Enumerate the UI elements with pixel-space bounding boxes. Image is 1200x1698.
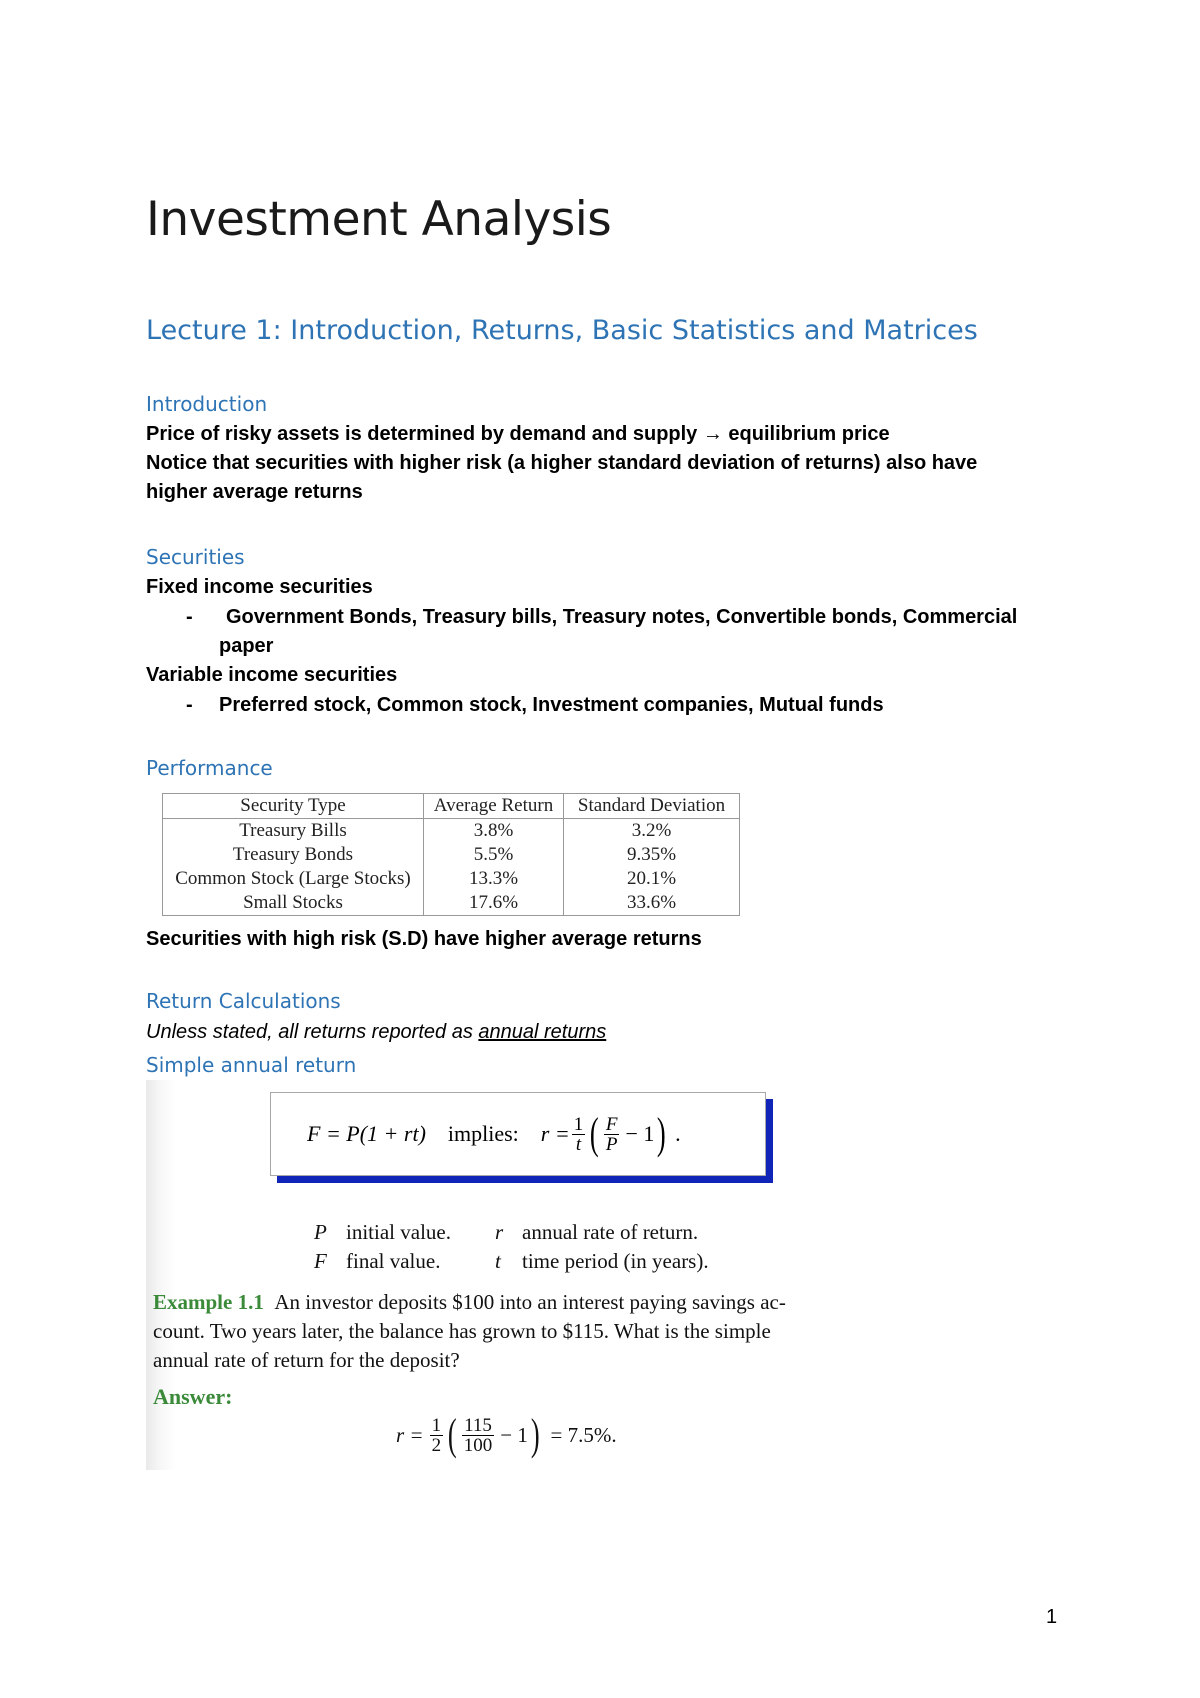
introduction-line-1-text: Price of risky assets is determined by demand and supply xyxy=(146,423,703,445)
table-cell: 3.2% xyxy=(564,819,740,844)
performance-table-wrap xyxy=(162,793,740,916)
legend-description: final value. xyxy=(346,1249,441,1273)
formula-r: r = xyxy=(540,1121,570,1146)
table-row xyxy=(163,843,740,867)
formula-implies: implies: xyxy=(447,1121,519,1146)
example-line-1 xyxy=(153,1288,786,1317)
table-cell: Treasury Bills xyxy=(163,819,424,844)
fixed-income-items-line-2: paper xyxy=(219,635,274,657)
fraction-numerator: 1 xyxy=(573,1113,584,1135)
return-calculations-heading: Return Calculations xyxy=(146,989,341,1013)
table-cell: Common Stock (Large Stocks) xyxy=(163,867,424,891)
answer-minus-one: − 1 xyxy=(500,1422,528,1447)
introduction-line-3: higher average returns xyxy=(146,481,363,503)
left-paren: ( xyxy=(590,1109,599,1158)
table-cell: 3.8% xyxy=(424,819,564,844)
fraction-f-over-p xyxy=(604,1115,620,1154)
example-text: An investor deposits $100 into an interest paying savings ac- xyxy=(274,1290,786,1314)
fraction-one-over-t xyxy=(572,1115,586,1154)
formula-minus-one: − 1 xyxy=(625,1121,655,1146)
fixed-income-items-line-1: Government Bonds, Treasury bills, Treasury notes, Convertible bonds, Commercial xyxy=(226,606,1018,628)
right-paren: ) xyxy=(530,1410,540,1459)
table-cell: 17.6% xyxy=(424,891,564,916)
performance-note: Securities with high risk (S.D) have higher average returns xyxy=(146,928,702,950)
column-header: Average Return xyxy=(424,794,564,819)
annual-returns-underlined: annual returns xyxy=(478,1021,607,1043)
example-label: Example 1.1 xyxy=(153,1290,264,1314)
introduction-heading: Introduction xyxy=(146,392,268,416)
answer-label: Answer: xyxy=(153,1384,233,1409)
answer-result: = 7.5%. xyxy=(550,1422,617,1447)
table-cell: Small Stocks xyxy=(163,891,424,916)
legend-symbol: F xyxy=(314,1249,327,1273)
table-row xyxy=(163,819,740,844)
legend-symbol: r xyxy=(495,1220,504,1244)
right-paren: ) xyxy=(657,1109,667,1158)
fixed-income-label: Fixed income securities xyxy=(146,576,373,598)
introduction-line-1-end: equilibrium price xyxy=(722,423,890,445)
legend-symbol: t xyxy=(495,1249,501,1273)
annual-returns-note xyxy=(146,1018,606,1047)
table-cell: 20.1% xyxy=(564,867,740,891)
variable-legend xyxy=(314,1218,774,1276)
fraction-denominator: 2 xyxy=(431,1434,442,1456)
performance-table xyxy=(162,793,740,916)
fraction-denominator: P xyxy=(605,1133,618,1155)
legend-description: annual rate of return. xyxy=(522,1220,699,1244)
fraction-denominator: t xyxy=(575,1133,582,1155)
legend-symbol: P xyxy=(314,1220,327,1244)
introduction-line-2: Notice that securities with higher risk (a higher standard deviation of returns) also have xyxy=(146,452,978,474)
document-title: Investment Analysis xyxy=(146,192,612,247)
variable-income-items-text: Preferred stock, Common stock, Investment companies, Mutual funds xyxy=(219,694,884,716)
legend-description: time period (in years). xyxy=(522,1249,709,1273)
answer-formula xyxy=(396,1405,617,1465)
example-line-2: count. Two years later, the balance has grown to $115. What is the simple xyxy=(153,1319,771,1343)
table-cell: 9.35% xyxy=(564,843,740,867)
introduction-line-1 xyxy=(146,420,890,449)
legend-row xyxy=(314,1247,774,1276)
lecture-heading: Lecture 1: Introduction, Returns, Basic Statistics and Matrices xyxy=(146,315,978,346)
simple-annual-return-heading: Simple annual return xyxy=(146,1053,357,1077)
legend-row xyxy=(314,1218,774,1247)
right-arrow-icon: → xyxy=(702,423,723,445)
fraction-denominator: 100 xyxy=(463,1434,493,1456)
table-cell: 13.3% xyxy=(424,867,564,891)
formula-left: F = P(1 + rt) xyxy=(307,1121,426,1146)
annual-returns-note-text: Unless stated, all returns reported as xyxy=(146,1021,479,1043)
left-paren: ( xyxy=(448,1410,457,1459)
variable-income-label: Variable income securities xyxy=(146,664,398,686)
fraction-numerator: 1 xyxy=(431,1414,442,1436)
table-cell: 5.5% xyxy=(424,843,564,867)
table-row xyxy=(163,867,740,891)
example-line-3: annual rate of return for the deposit? xyxy=(153,1348,460,1372)
fraction-115-over-100 xyxy=(462,1416,495,1455)
answer-r: r = xyxy=(396,1422,424,1447)
list-dash: - xyxy=(186,694,193,716)
formula-box xyxy=(270,1092,766,1176)
page-number: 1 xyxy=(1046,1606,1058,1628)
table-cell: 33.6% xyxy=(564,891,740,916)
column-header: Standard Deviation xyxy=(564,794,740,819)
fraction-numerator: 115 xyxy=(464,1414,492,1436)
securities-heading: Securities xyxy=(146,545,245,569)
table-row xyxy=(163,891,740,916)
fraction-one-half xyxy=(430,1416,444,1455)
list-dash: - xyxy=(186,606,193,628)
fraction-numerator: F xyxy=(605,1113,618,1135)
legend-description: initial value. xyxy=(346,1220,451,1244)
table-header-row xyxy=(163,794,740,819)
column-header: Security Type xyxy=(163,794,424,819)
table-cell: Treasury Bonds xyxy=(163,843,424,867)
formula-period: . xyxy=(675,1121,681,1146)
example-block xyxy=(153,1288,786,1375)
performance-heading: Performance xyxy=(146,756,273,780)
